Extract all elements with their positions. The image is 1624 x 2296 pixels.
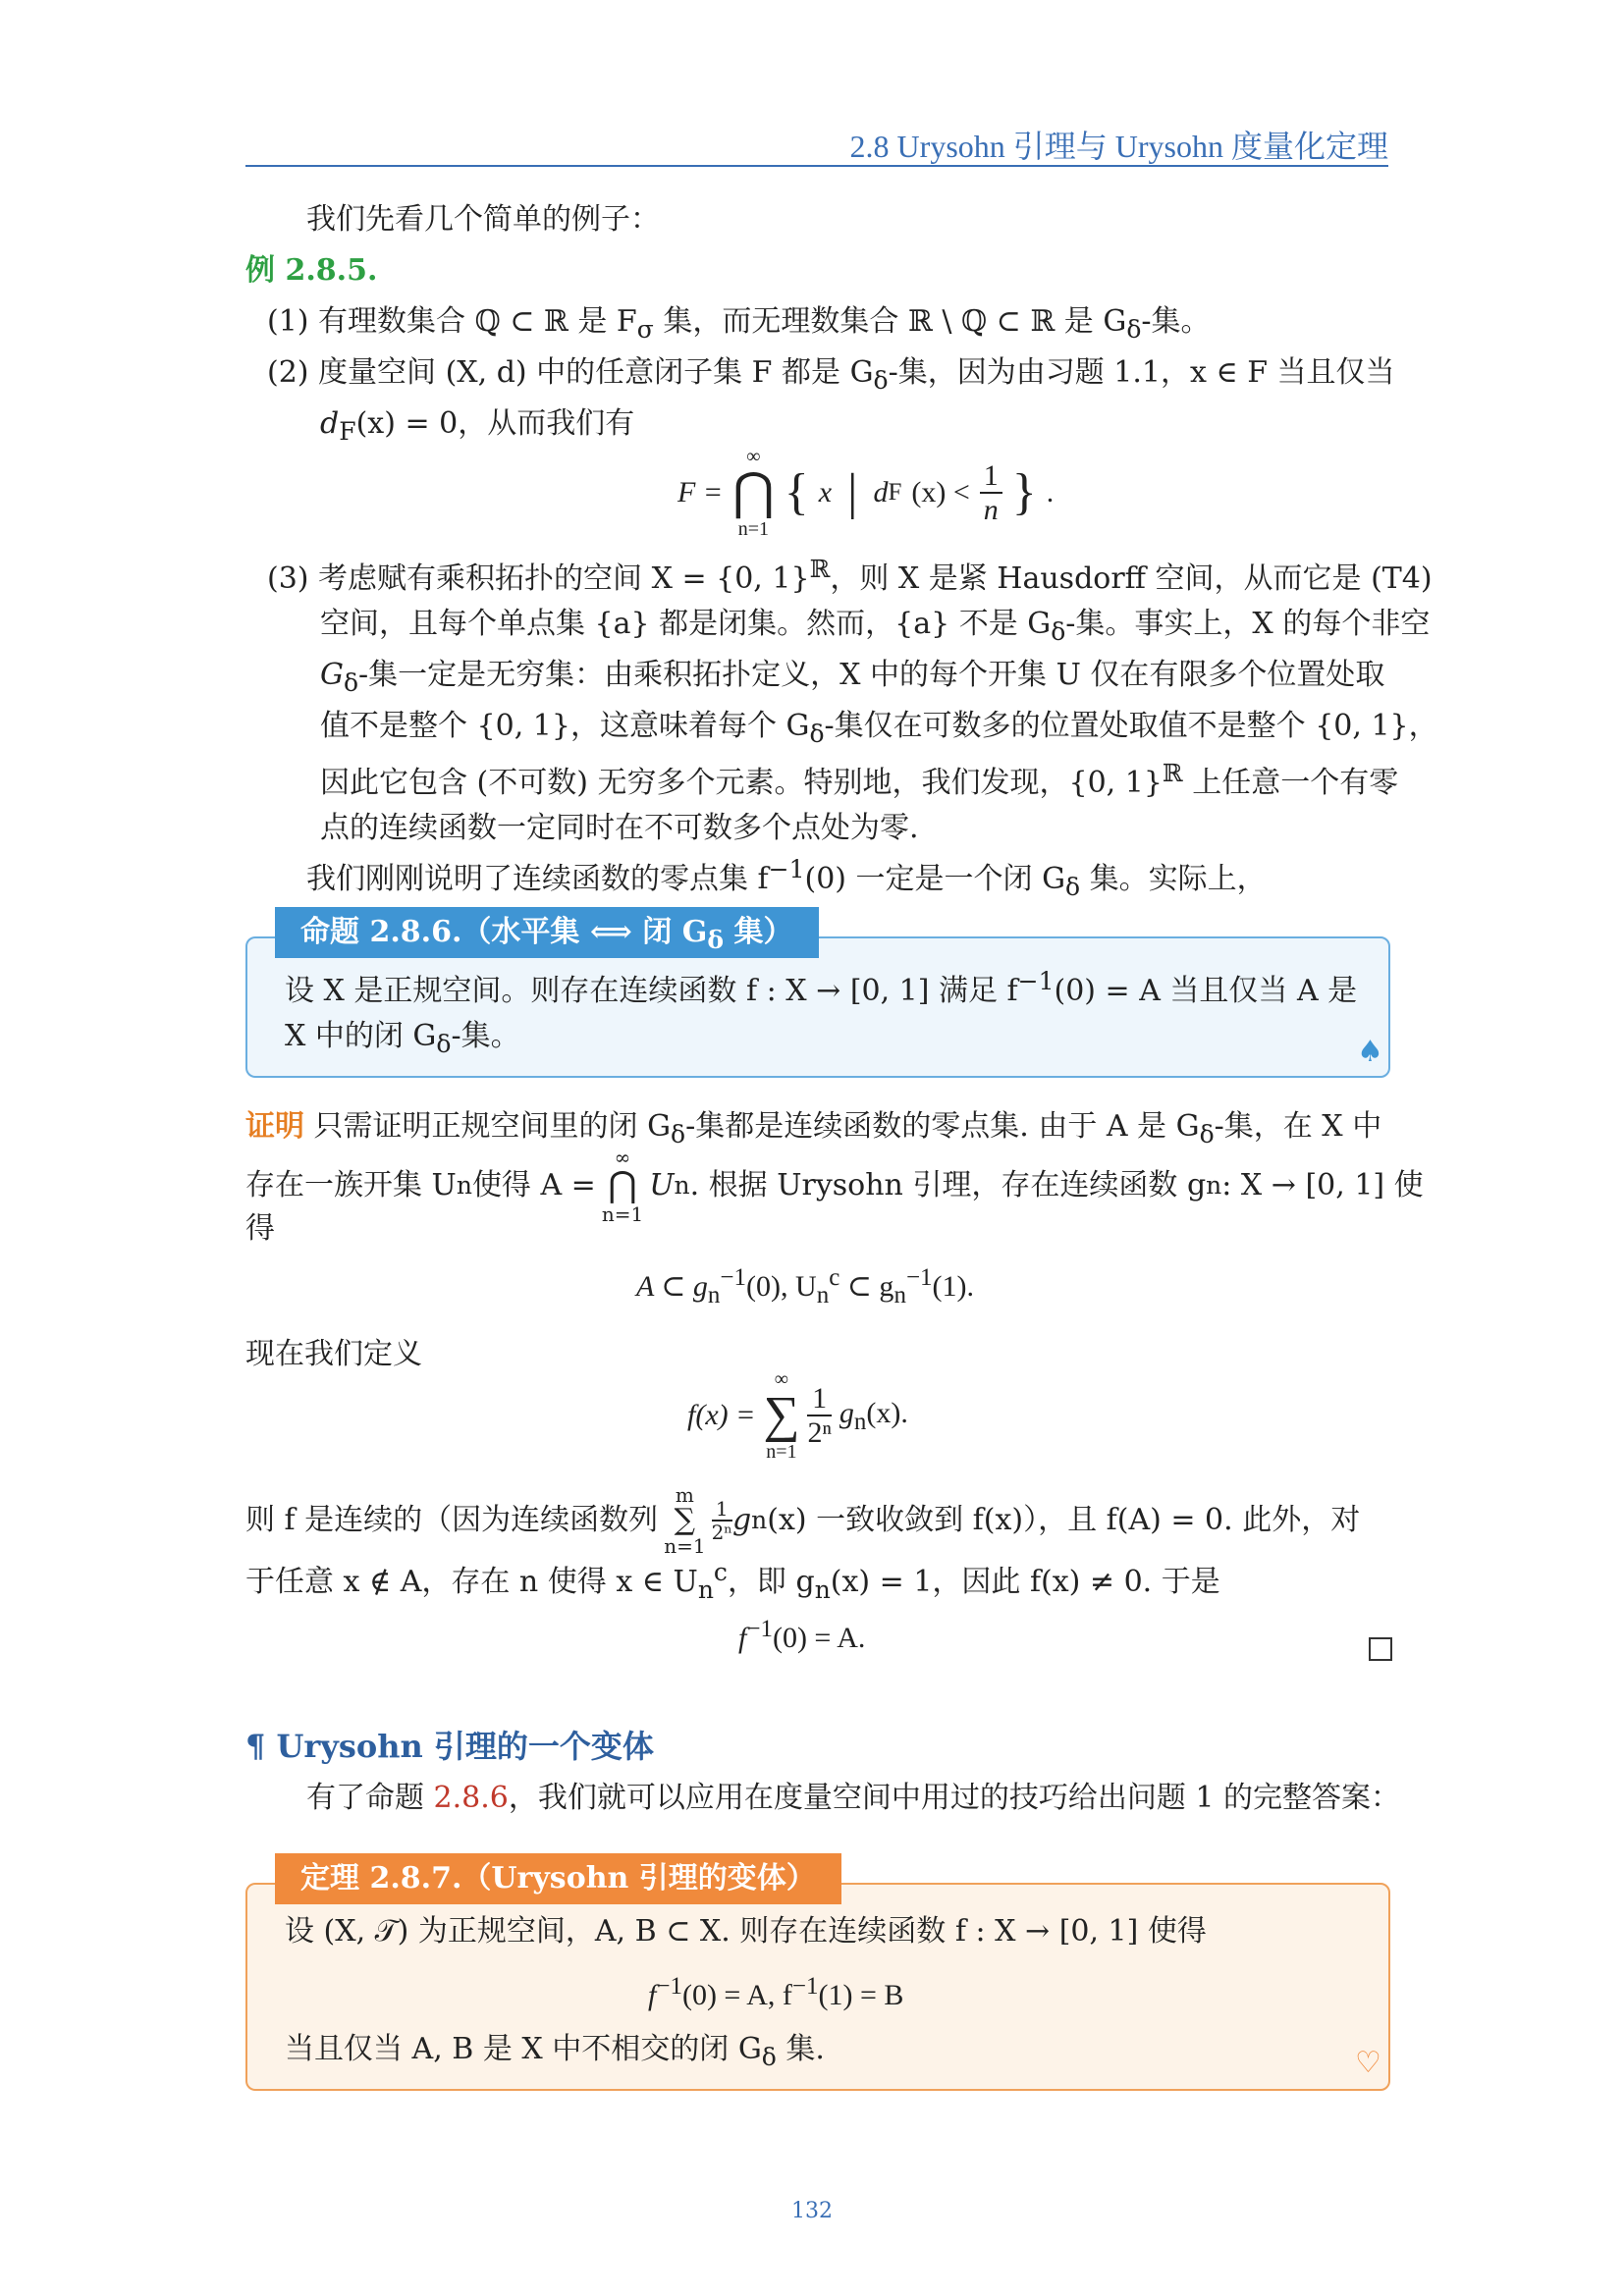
proposition-reference-link[interactable]: 2.8.6 <box>433 1781 509 1815</box>
theorem-line2: 当且仅当 A, B 是 X 中不相交的闭 $G_\delta$ 集. <box>285 2032 825 2071</box>
page-number: 132 <box>791 2199 833 2223</box>
sum-operator-inline: m ∑ n=1 <box>664 1483 706 1558</box>
display-equation-intersection: F = ∞ ⋂ n=1 { x | d F (x) < $\frac{1}{n}$ } . <box>677 446 1055 540</box>
fraction-1-over-n: $\frac{1}{n}$ <box>980 459 1002 526</box>
example-item-3-line5: 因此它包含 (不可数) 无穷多个元素。特别地，我们发现，{0, 1}$^ℝ$ 上任意一个有零 <box>320 759 1399 800</box>
example-item-3-line2: 空间，且每个单点集 {a} 都是闭集。然而，{a} 不是 $G_\delta-$集。事实上，X 的每个非空 <box>320 607 1431 646</box>
qed-box-icon <box>1369 1637 1392 1661</box>
example-item-2: (2) 度量空间 (X, d) 中的任意闭子集 F 都是 $G_\delta-$集，因为由习题 1.1，x ∈ F 当且仅当 <box>267 355 1395 395</box>
intersection-operator-inline: ∞ ⋂ n=1 <box>601 1146 644 1226</box>
bridge-text: 我们刚刚说明了连续函数的零点集 $f^{-1}(0)$ 一定是一个闭 $G_\delta$ 集。实际上， <box>306 855 1267 901</box>
example-item-1: (1) 有理数集合 ℚ ⊂ ℝ 是 $F_\sigma$ 集，而无理数集合 ℝ \ ℚ ⊂ ℝ 是 $G_\delta-$集。 <box>267 304 1211 344</box>
example-item-3-line1: (3) 考虑赋有乘积拓扑的空间 X = {0, 1}$^ℝ$，则 X 是紧 Hausdorff 空间，从而它是 (T4) <box>267 555 1433 596</box>
proof-line1: 证明 只需证明正规空间里的闭 $G_\delta-$集都是连续函数的零点集. 由于 A 是 $G_\delta-$集，在 X 中 <box>245 1109 1382 1148</box>
running-header: 2.8 Urysohn 引理与 Urysohn 度量化定理 <box>849 129 1388 164</box>
proof-equation-1: A ⊂ $g_n^{-1}(0)$, $U_n^c$ ⊂ $g_n^{-1}(1)$. <box>636 1264 975 1308</box>
example-item-3-line3: $G_\delta-$集一定是无穷集：由乘积拓扑定义，X 中的每个开集 U 仅在有限多个位置处取 <box>320 658 1385 697</box>
section-intro: 有了命题 2.8.6，我们就可以应用在度量空间中用过的技巧给出问题 1 的完整答案： <box>306 1781 1401 1815</box>
sum-operator: ∞ ∑ n=1 <box>763 1368 800 1463</box>
theorem-line1: 设 (X, 𝒯) 为正规空间，A, B ⊂ X. 则存在连续函数 f : X → [0, 1] 使得 <box>285 1914 1207 1949</box>
theorem-equation: $f^{-1}(0) = A$, $f^{-1}(1) = B$ <box>648 1973 904 2011</box>
spade-icon: ♠ <box>1357 1035 1383 1069</box>
theorem-title-tab: 定理 2.8.7.（Urysohn 引理的变体） <box>275 1853 841 1904</box>
proof-line2: 存在一族开集 U n 使得 A = ∞ ⋂ n=1 U n . 根据 Urysohn 引理，存在连续函数 g n : X → [0, 1] 使 <box>245 1146 1424 1226</box>
example-item-3-line4: 值不是整个 {0, 1}，这意味着每个 $G_\delta-$集仅在可数多的位置处取值不是整个 {0, 1}， <box>320 709 1438 748</box>
example-label: 例 2.8.5. <box>245 253 378 288</box>
heart-icon: ♡ <box>1355 2046 1381 2080</box>
proof-line3: 得 <box>245 1211 275 1246</box>
header-rule <box>245 165 1388 167</box>
proposition-line1: 设 X 是正规空间。则存在连续函数 f : X → [0, 1] 满足 $f^{-1}(0) = A$ 当且仅当 A 是 <box>285 967 1358 1008</box>
intersection-operator: ∞ ⋂ n=1 <box>732 446 775 540</box>
proof-label: 证明 <box>245 1109 304 1144</box>
fraction-1-over-2n: $\frac{1}{\text{2ⁿ}}$ <box>807 1382 832 1449</box>
proposition-title-tab: 命题 2.8.6.（水平集 ⟺ 闭 $G_\delta$ 集） <box>275 907 819 958</box>
proof-equation-2: f(x) = ∞ ∑ n=1 $\frac{1}{\text{2ⁿ}}$ $g_n(x)$. <box>687 1368 908 1463</box>
proof-line4: 现在我们定义 <box>245 1337 422 1371</box>
example-item-2-line2: $d_F(x) = 0$，从而我们有 <box>320 406 635 446</box>
section-title: ¶ Urysohn 引理的一个变体 <box>245 1728 654 1765</box>
example-item-3-line6: 点的连续函数一定同时在不可数多个点处为零. <box>320 811 919 845</box>
proof-line5: 则 f 是连续的（因为连续函数列 m ∑ n=1 $\frac{1}{\text{2ⁿ}}$ g n (x) 一致收敛到 f(x)），且 f(A) = 0. 此外，对 <box>245 1483 1361 1558</box>
proof-line6: 于任意 x ∉ A，存在 n 使得 x ∈ $U_n^c$，即 $g_n(x) = 1$，因此 f(x) ≠ 0. 于是 <box>245 1558 1220 1604</box>
intro-text: 我们先看几个简单的例子： <box>306 202 660 237</box>
proposition-line2: X 中的闭 $G_\delta-$集。 <box>285 1019 520 1058</box>
fraction-inline: $\frac{1}{\text{2ⁿ}}$ <box>711 1497 732 1544</box>
proof-equation-3: $f^{-1}(0) = A$. <box>738 1616 866 1654</box>
